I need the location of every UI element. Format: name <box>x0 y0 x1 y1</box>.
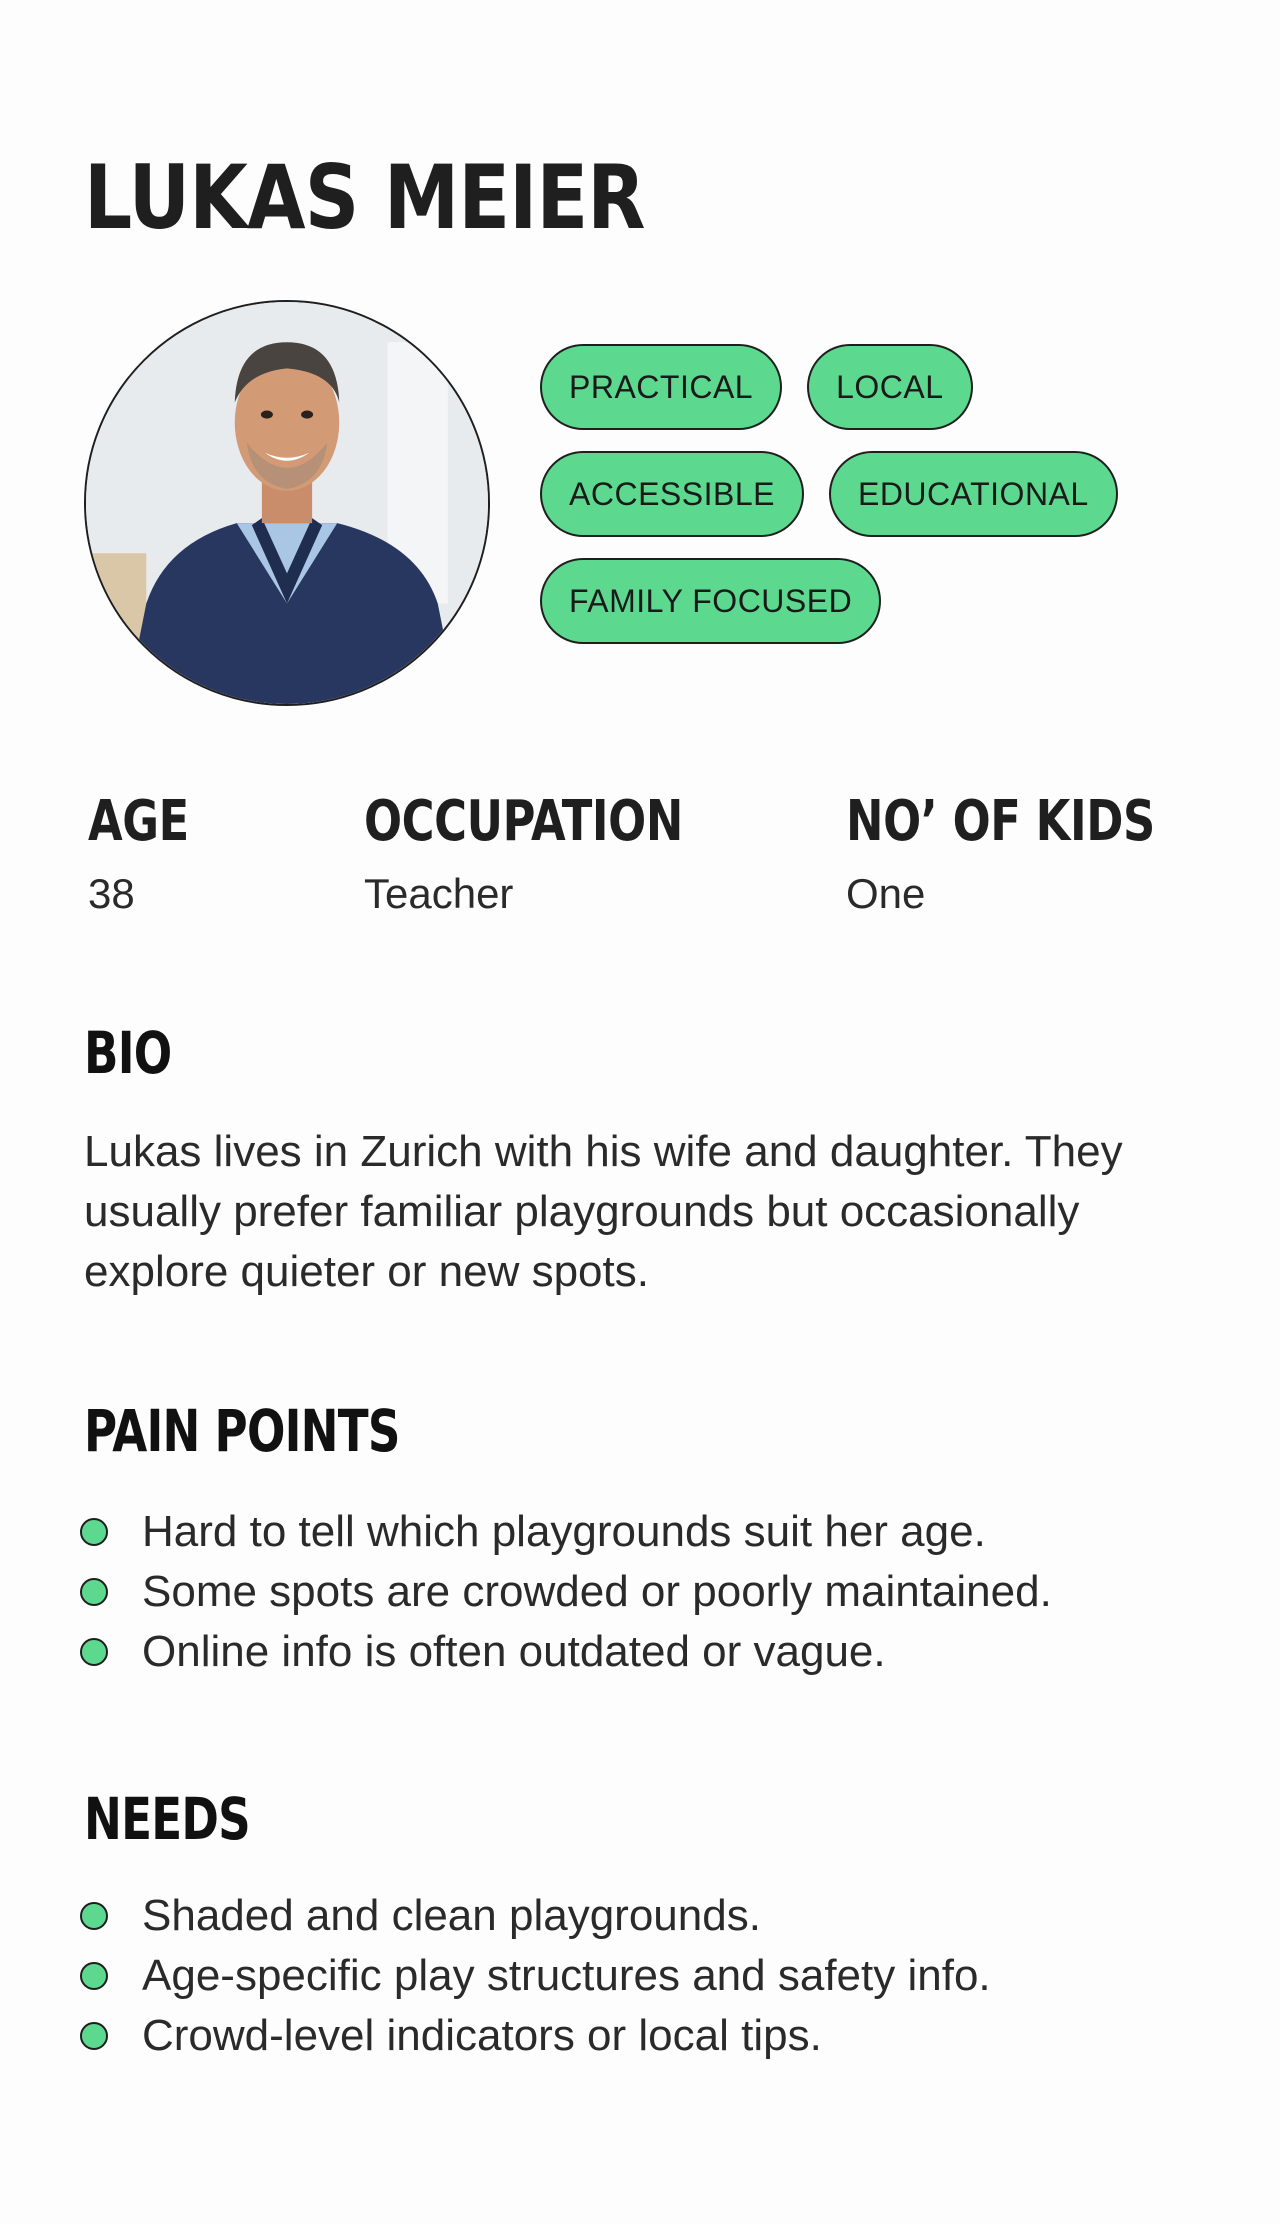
bio-text: Lukas lives in Zurich with his wife and daughter. They usually prefer familiar playgrounds but occasionally explore quieter or new spots. <box>84 1127 1123 1296</box>
age-label: AGE <box>88 789 189 854</box>
bullet-dot-icon <box>80 2022 108 2050</box>
list-item <box>80 2006 991 2066</box>
bullet-dot-icon <box>80 1962 108 1990</box>
need-text: Crowd-level indicators or local tips. <box>142 2011 822 2060</box>
needs-title: NEEDS <box>84 1785 250 1853</box>
pain-point-text: Hard to tell which playgrounds suit her age. <box>142 1507 986 1556</box>
age-value: 38 <box>88 870 135 917</box>
need-text: Age-specific play structures and safety info. <box>142 1951 991 2000</box>
occupation-value: Teacher <box>364 870 514 917</box>
pain-points-list <box>80 1502 1052 1682</box>
occupation-label: OCCUPATION <box>364 789 683 854</box>
tag-practical: PRACTICAL <box>540 344 782 430</box>
list-item <box>80 1886 991 1946</box>
tag-local: LOCAL <box>807 344 972 430</box>
tag-educational: EDUCATIONAL <box>829 451 1118 537</box>
tag-accessible: ACCESSIBLE <box>540 451 804 537</box>
trait-tags <box>540 344 1180 644</box>
kids-label: NO’ OF KIDS <box>846 789 1155 854</box>
persona-name: LUKAS MEIER <box>84 146 645 249</box>
tag-family-focused: FAMILY FOCUSED <box>540 558 881 644</box>
need-text: Shaded and clean playgrounds. <box>142 1891 761 1940</box>
bio-title: BIO <box>84 1019 172 1087</box>
list-item <box>80 1622 1052 1682</box>
bullet-dot-icon <box>80 1638 108 1666</box>
list-item <box>80 1502 1052 1562</box>
pain-points-title: PAIN POINTS <box>84 1397 400 1465</box>
avatar <box>84 300 490 706</box>
pain-point-text: Online info is often outdated or vague. <box>142 1627 886 1676</box>
kids-value: One <box>846 870 926 917</box>
needs-list <box>80 1886 991 2066</box>
list-item <box>80 1946 991 2006</box>
avatar-portrait-image <box>86 302 488 704</box>
pain-point-text: Some spots are crowded or poorly maintained. <box>142 1567 1052 1616</box>
bullet-dot-icon <box>80 1578 108 1606</box>
list-item <box>80 1562 1052 1622</box>
bullet-dot-icon <box>80 1518 108 1546</box>
bullet-dot-icon <box>80 1902 108 1930</box>
